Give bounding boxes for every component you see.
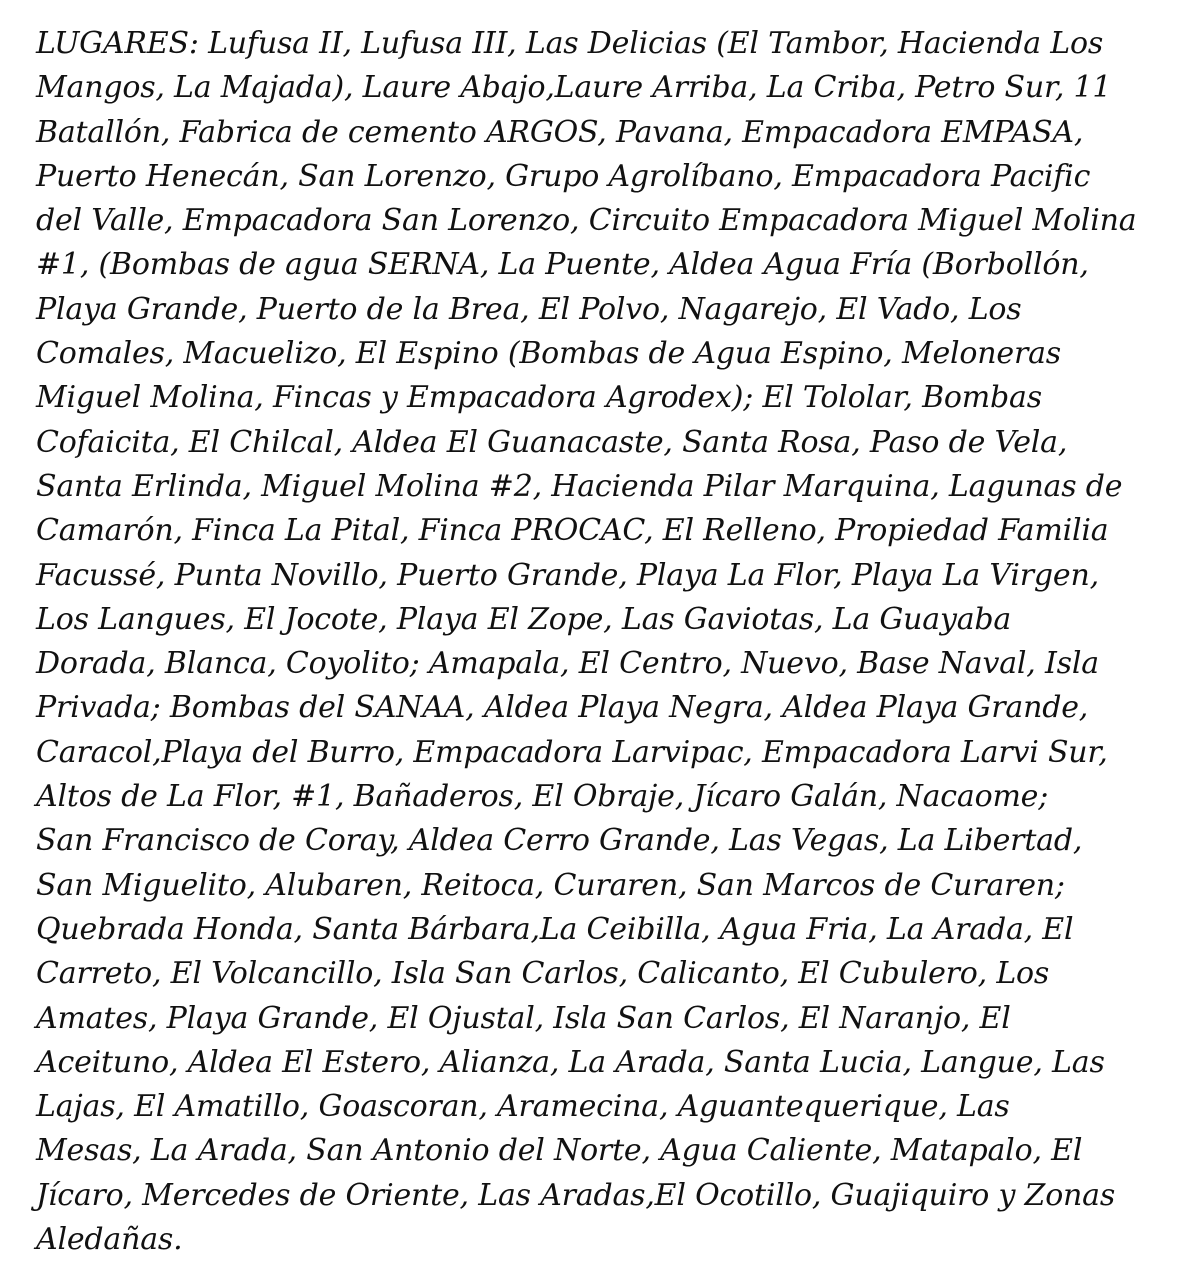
text-line: Amates, Playa Grande, El Ojustal, Isla San Carlos, El Naranjo, El bbox=[36, 1000, 1011, 1036]
text-line: Aceituno, Aldea El Estero, Alianza, La Arada, Santa Lucia, Langue, Las bbox=[36, 1044, 1105, 1080]
text-line: Cofaicita, El Chilcal, Aldea El Guanacaste, Santa Rosa, Paso de Vela, bbox=[36, 424, 1068, 460]
text-line: Batallón, Fabrica de cemento ARGOS, Pavana, Empacadora EMPASA, bbox=[36, 114, 1084, 150]
text-line: Comales, Macuelizo, El Espino (Bombas de Agua Espino, Meloneras bbox=[36, 336, 1061, 372]
text-line: San Miguelito, Alubaren, Reitoca, Curaren, San Marcos de Curaren; bbox=[36, 867, 1065, 903]
text-line: San Francisco de Coray, Aldea Cerro Grande, Las Vegas, La Libertad, bbox=[36, 823, 1083, 859]
text-line: Privada; Bombas del SANAA, Aldea Playa Negra, Aldea Playa Grande, bbox=[36, 690, 1089, 726]
text-line: #1, (Bombas de agua SERNA, La Puente, Aldea Agua Fría (Borbollón, bbox=[36, 247, 1089, 283]
text-line: Mesas, La Arada, San Antonio del Norte, Agua Caliente, Matapalo, El bbox=[36, 1133, 1083, 1169]
text-line: Quebrada Honda, Santa Bárbara,La Ceibilla, Agua Fria, La Arada, El bbox=[36, 911, 1074, 947]
text-line: Mangos, La Majada), Laure Abajo,Laure Arriba, La Criba, Petro Sur, 11 bbox=[36, 70, 1112, 106]
text-line: del Valle, Empacadora San Lorenzo, Circuito Empacadora Miguel Molina bbox=[36, 203, 1137, 239]
text-line: Camarón, Finca La Pital, Finca PROCAC, El Relleno, Propiedad Familia bbox=[36, 513, 1109, 549]
text-line: Dorada, Blanca, Coyolito; Amapala, El Centro, Nuevo, Base Naval, Isla bbox=[36, 646, 1099, 682]
text-line: Facussé, Punta Novillo, Puerto Grande, Playa La Flor, Playa La Virgen, bbox=[36, 557, 1099, 593]
text-line: Altos de La Flor, #1, Bañaderos, El Obraje, Jícaro Galán, Nacaome; bbox=[36, 779, 1049, 815]
text-line: Puerto Henecán, San Lorenzo, Grupo Agrolíbano, Empacadora Pacific bbox=[36, 158, 1091, 194]
text-line: Playa Grande, Puerto de la Brea, El Polvo, Nagarejo, El Vado, Los bbox=[36, 291, 1022, 327]
text-line: Jícaro, Mercedes de Oriente, Las Aradas,El Ocotillo, Guajiquiro y Zonas bbox=[36, 1177, 1116, 1213]
text-line: Carreto, El Volcancillo, Isla San Carlos, Calicanto, El Cubulero, Los bbox=[36, 956, 1050, 992]
places-paragraph bbox=[36, 22, 1166, 1262]
text-line: Santa Erlinda, Miguel Molina #2, Hacienda Pilar Marquina, Lagunas de bbox=[36, 468, 1123, 504]
text-line: Los Langues, El Jocote, Playa El Zope, Las Gaviotas, La Guayaba bbox=[36, 601, 1012, 637]
text-line: Aledañas. bbox=[36, 1222, 183, 1258]
text-line: LUGARES: Lufusa II, Lufusa III, Las Delicias (El Tambor, Hacienda Los bbox=[36, 26, 1104, 61]
text-line: Miguel Molina, Fincas y Empacadora Agrodex); El Tololar, Bombas bbox=[36, 380, 1042, 416]
text-line: Lajas, El Amatillo, Goascoran, Aramecina, Aguantequerique, Las bbox=[36, 1089, 1010, 1125]
text-line: Caracol,Playa del Burro, Empacadora Larvipac, Empacadora Larvi Sur, bbox=[36, 734, 1108, 770]
